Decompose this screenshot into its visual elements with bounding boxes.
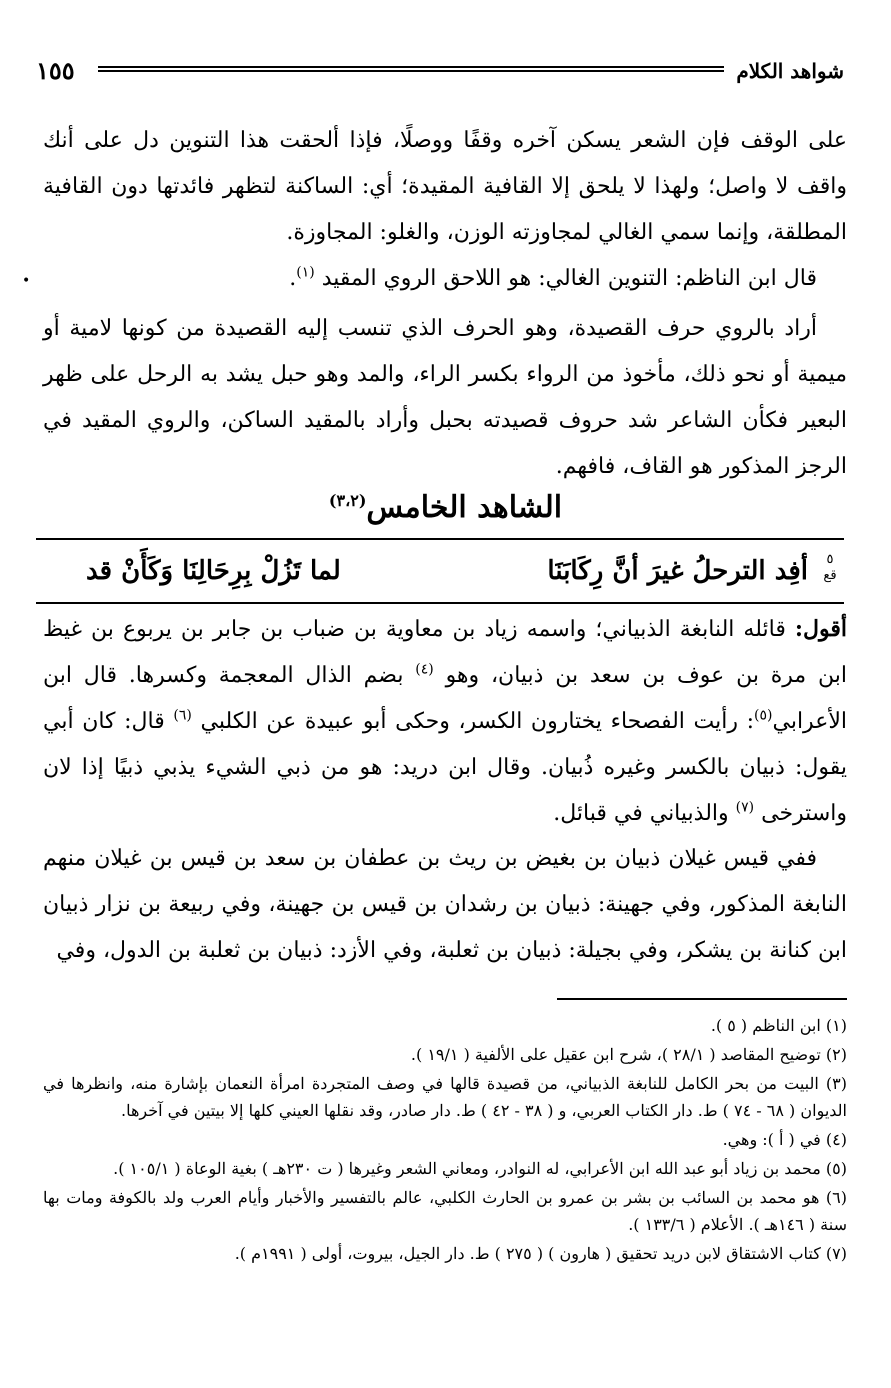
footnote-ref-4: (٤) xyxy=(415,661,434,678)
running-title: شواهد الكلام xyxy=(736,59,844,83)
footnotes-list xyxy=(43,1012,847,1269)
verse-marker-top: ٥ xyxy=(826,552,834,567)
section-footnote-ref: (٣،٢) xyxy=(328,491,367,510)
paragraph-1-text: على الوقف فإن الشعر يسكن آخره وقفًا ووصلًا، فإذا ألحقت هذا التنوين دل على أنك واقف لا واصل؛ ولهذا لا يلحق إلا القافية المقيدة؛ أي: الساكنة لتظهر فائدتها دون القافية المطلقة، وإنما سمي الغالي لمجاوزته الوزن، والغلو: المجاوزة. xyxy=(43,128,847,245)
footnote-5: (٥) محمد بن زياد أبو عبد الله ابن الأعرابي، له النوادر، ومعاني الشعر وغيرها ( ت ٢٣٠هـ ) بغية الوعاة ( ١٠٥/١ ). xyxy=(113,1159,847,1178)
paragraph-4-part-d: قال: كان أبي يقول: ذبيان بالكسر وغيره ذُبيان. وقال ابن دريد: هو من ذبي الشيء يذبي ذبيًا إذا لان واسترخى xyxy=(43,709,847,826)
footnote-ref-7: (٧) xyxy=(735,799,755,816)
page-number: ١٥٥ xyxy=(36,56,75,85)
paragraph-1 xyxy=(43,118,847,256)
verse-second-hemistich: لما تَزُلْ بِرِحَالِنَا وَكَأَنْ قد xyxy=(86,556,341,586)
footnote-1: (١) ابن الناظم ( ٥ ). xyxy=(710,1016,847,1035)
section-title: الشاهد الخامس xyxy=(366,490,563,525)
paragraph-3-text: أراد بالروي حرف القصيدة، وهو الحرف الذي تنسب إليه القصيدة من كونها لامية أو ميمية أو نحو ذلك، مأخوذ من الرواء بكسر الراء، والمد وهو حبل يشد به الرحل على ظهر البعير فكأن الشاعر شد حروف قصيدته بحبل وأراد بالمقيد الساكن، والروي المقيد في الرجز المذكور هو القاف، فافهم. xyxy=(43,316,847,479)
footnote-ref-1: (١) xyxy=(296,264,315,281)
verse-marker-bottom: قع xyxy=(823,568,837,583)
verse-first-hemistich: أفِد الترحلُ غيرَ أنَّ رِكَابَنَا xyxy=(547,556,808,586)
paragraph-2-text: قال ابن الناظم: التنوين الغالي: هو اللاحق الروي المقيد xyxy=(321,266,817,291)
margin-mark: • xyxy=(22,273,31,289)
paragraph-4-part-a: قائله النابغة الذبياني؛ واسمه زياد بن معاوية بن ضباب بن جابر بن يربوع بن غيظ ابن مرة بن عوف بن سعد بن ذبيان، وهو xyxy=(43,617,847,688)
paragraph-4 xyxy=(43,606,847,837)
paragraph-4-part-c: : رأيت الفصحاء يختارون الكسر، وحكى أبو عبيدة عن الكلبي xyxy=(200,709,755,734)
paragraph-3 xyxy=(43,306,847,490)
paragraph-4-part-b: بضم الذال المعجمة وكسرها. قال ابن الأعرابي xyxy=(43,663,847,734)
footnote-3: (٣) البيت من بحر الكامل للنابغة الذبياني، من قصيدة قالها في وصف المتجردة امرأة النعمان بإشارة منه، وانظرها في الديوان ( ٦٨ - ٧٤ ) ط. دار الكتاب العربي، و ( ٣٨ - ٤٢ ) ط. دار صادر، وقد نقلها العيني كلها إلا بيتين في آخرها. xyxy=(43,1074,848,1120)
footnote-separator xyxy=(557,998,847,1000)
paragraph-2-end: . xyxy=(289,266,297,291)
header-rule xyxy=(98,66,724,72)
page-header xyxy=(36,56,844,86)
verse-box xyxy=(36,538,844,604)
verse-marker xyxy=(820,552,840,584)
section-heading xyxy=(0,486,891,530)
footnote-ref-6: (٦) xyxy=(173,707,192,724)
paragraph-2 xyxy=(43,256,847,302)
footnote-2: (٢) توضيح المقاصد ( ٢٨/١ )، شرح ابن عقيل على الألفية ( ١٩/١ ). xyxy=(410,1045,847,1064)
footnote-7: (٧) كتاب الاشتقاق لابن دريد تحقيق ( هارون ) ( ٢٧٥ ) ط. دار الجيل، بيروت، أولى ( ١٩٩١م ). xyxy=(234,1244,847,1263)
footnote-ref-5: (٥) xyxy=(754,707,773,724)
paragraph-4-lead: أقول: xyxy=(794,616,847,642)
footnote-4: (٤) في ( أ ): وهي. xyxy=(722,1130,847,1149)
footnote-6: (٦) هو محمد بن السائب بن بشر بن عمرو بن الحارث الكلبي، عالم بالتفسير والأخبار وأيام العرب ولد بالكوفة ومات بها سنة ( ١٤٦هـ ). الأعلام ( ١٣٣/٦ ). xyxy=(43,1188,847,1234)
paragraph-5-text: ففي قيس غيلان ذبيان بن بغيض بن ريث بن عطفان بن سعد بن قيس بن غيلان منهم النابغة المذكور، وفي جهينة: ذبيان بن رشدان بن قيس بن جهينة، وفي ربيعة بن نزار ذبيان ابن كنانة بن يشكر، وفي بجيلة: ذبيان بن ثعلبة، وفي الأزد: ذبيان بن ثعلبة بن الدول، وفي xyxy=(43,846,847,963)
paragraph-4-part-e: والذبياني في قبائل. xyxy=(553,801,729,826)
paragraph-5 xyxy=(43,836,847,974)
